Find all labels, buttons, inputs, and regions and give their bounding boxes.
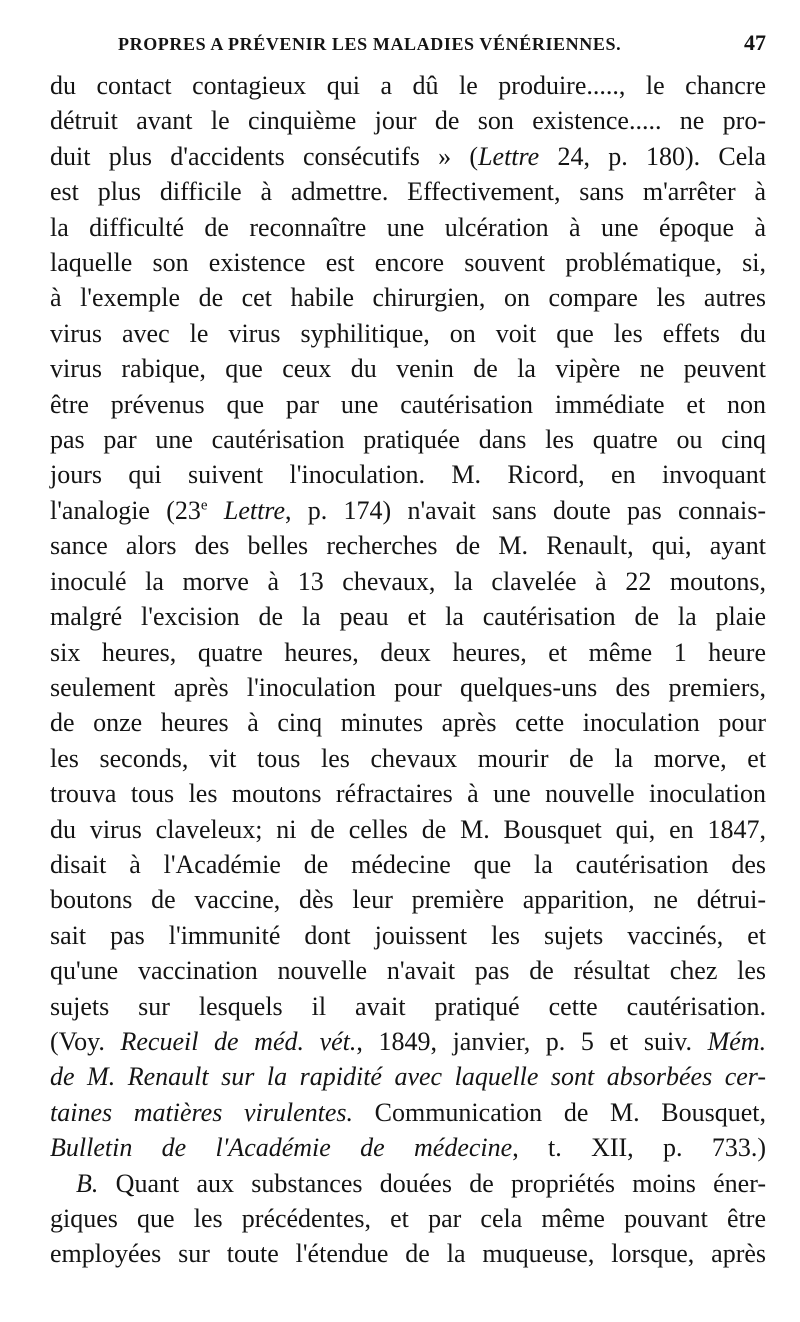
text-line: seulement après l'inoculation pour quelques-uns des premiers, [50,672,766,702]
text-line: six heures, quatre heures, deux heures, et même 1 heure [50,637,766,667]
text-line: du virus claveleux; ni de celles de M. Bousquet qui, en 1847, [50,814,766,844]
text-line: (Voy. Recueil de méd. vét., 1849, janvier, p. 5 et suiv. Mém. [50,1026,767,1056]
text-line: laquelle son existence est encore souvent problématique, si, [50,248,767,278]
text-line: trouva tous les moutons réfractaires à une nouvelle inoculation [50,779,766,809]
text-line: disait à l'Académie de médecine que la cautérisation des [50,849,766,879]
text-line: boutons de vaccine, dès leur première apparition, ne détrui- [50,885,766,915]
text-line: B. Quant aux substances douées de propriétés moins éner- [76,1168,766,1198]
text-line: la difficulté de reconnaître une ulcération à une époque à [50,212,767,242]
body-text [50,68,766,1272]
text-line: être prévenus que par une cautérisation immédiate et non [50,389,766,419]
text-line: l'analogie (23e Lettre, p. 174) n'avait sans doute pas connais- [50,495,767,525]
text-line: inoculé la morve à 13 chevaux, la clavelée à 22 moutons, [50,566,766,596]
running-head [50,30,766,62]
text-line: virus rabique, que ceux du venin de la vipère ne peuvent [50,354,766,384]
text-line: employées sur toute l'étendue de la muqueuse, lorsque, après [50,1239,767,1269]
text-line: duit plus d'accidents consécutifs » (Lettre 24, p. 180). Cela [50,141,767,171]
text-line: pas par une cautérisation pratiquée dans les quatre ou cinq [50,425,766,455]
text-line: giques que les précédentes, et par cela même pouvant être [50,1204,767,1233]
running-head-title: PROPRES A PRÉVENIR LES MALADIES VÉNÉRIENNES. [118,34,622,54]
text-line: taines matières virulentes. Communication de M. Bousquet, [50,1097,766,1127]
text-line: malgré l'excision de la peau et la cautérisation de la plaie [50,602,767,632]
text-line: de onze heures à cinq minutes après cette inoculation pour [50,708,766,738]
text-line: du contact contagieux qui a dû le produire....., le chancre [50,71,767,100]
text-line: virus avec le virus syphilitique, on voit que les effets du [50,318,766,348]
text-line: de M. Renault sur la rapidité avec laquelle sont absorbées cer- [50,1062,767,1092]
text-line: Bulletin de l'Académie de médecine, t. XII, p. 733.) [50,1133,766,1163]
text-line: jours qui suivent l'inoculation. M. Ricord, en invoquant [50,460,766,490]
text-line: à l'exemple de cet habile chirurgien, on compare les autres [50,283,766,313]
text-line: sance alors des belles recherches de M. Renault, qui, ayant [50,531,766,561]
text-line: qu'une vaccination nouvelle n'avait pas de résultat chez les [50,956,767,986]
text-line: sujets sur lesquels il avait pratiqué cette cautérisation. [50,991,766,1021]
page-number: 47 [744,30,766,55]
text-line: est plus difficile à admettre. Effectivement, sans m'arrêter à [50,177,767,207]
text-line: les seconds, vit tous les chevaux mourir de la morve, et [50,743,767,773]
text-line: détruit avant le cinquième jour de son existence..... ne pro- [50,106,766,136]
text-line: sait pas l'immunité dont jouissent les sujets vaccinés, et [50,920,767,950]
